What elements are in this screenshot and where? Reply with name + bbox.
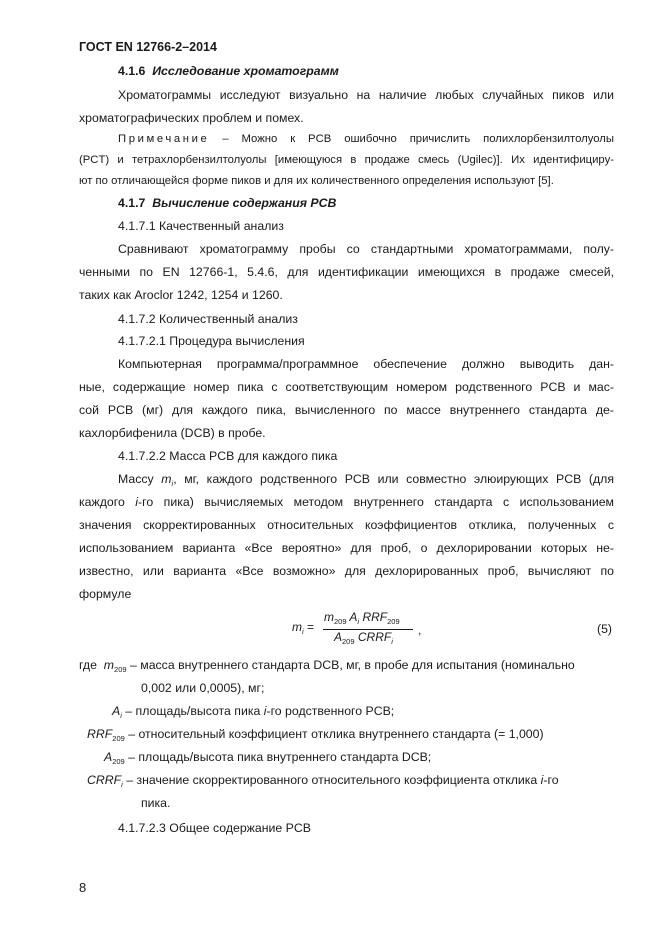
paragraph-line: значения скорректированных относительных коэффициентов отклика, полученных с — [79, 518, 614, 532]
where-line-rrf209: $RRF_{209}$ – относительный коэффициент отклика внутреннего стандарта (= 1,000) — [87, 727, 544, 743]
paragraph-line: сой PCB (мг) для каждого пика, вычисленного по массе внутреннего стандарта де- — [79, 403, 614, 417]
formula-comma: , — [418, 623, 422, 637]
subsection-heading: 4.1.7.2.1 Процедура вычисления — [118, 334, 305, 348]
subsection-heading: 4.1.7.2 Количественный анализ — [118, 312, 298, 326]
where-intro: где — [79, 658, 97, 672]
paragraph-line: хроматографических проблем и помех. — [79, 111, 304, 125]
section-4-1-7-heading — [118, 195, 336, 211]
formula-number: (5) — [597, 622, 613, 636]
paragraph-line: каждого i-го пика) вычисляемых методом внутреннего стандарта с использованием — [79, 495, 614, 509]
formula-lhs: $m_i$ = — [292, 620, 315, 636]
note-line: ют по отличающейся форме пиков и для их количественного определения используют [5]. — [79, 175, 554, 187]
where-line-cont: 0,002 или 0,0005), мг; — [141, 681, 265, 695]
paragraph-line: известно, или варианта «Все возможно» для дехлорированных проб, вычисляют по — [79, 564, 614, 578]
where-line-crrfi: $CRRF_i$ – значение скорректированного относительного коэффициента отклика i-го — [87, 773, 559, 789]
paragraph-line: ченными по EN 12766-1, 5.4.6, для идентификации имеющихся в продаже смесей, — [79, 265, 614, 279]
paragraph-line: Сравнивают хроматограмму пробы со стандартными хроматограммами, полу- — [118, 242, 614, 256]
paragraph-line: использованием варианта «Все вероятно» для проб, о дехлорировании которых не- — [79, 541, 614, 555]
note-text: – Можно к PCB ошибочно причислить полихлорбензилтолуолы — [222, 133, 614, 145]
note-label: Примечание — [118, 133, 210, 145]
section-number: 4.1.6 — [118, 64, 146, 78]
subsection-heading: 4.1.7.2.3 Общее содержание PCB — [118, 821, 311, 835]
paragraph-line: ные, содержащие номер пика с соответствующим номером родственного PCB и мас- — [79, 380, 614, 394]
where-line-cont: пика. — [141, 796, 171, 810]
paragraph-line: Массу $m_i$, мг, каждого родственного PCB или совместно элюирующих PCB (для — [118, 472, 614, 488]
paragraph-line: таких как Aroclor 1242, 1254 и 1260. — [79, 288, 283, 302]
formula-denominator: $A_{209}$ $CRRF_i$ — [334, 630, 393, 646]
note-line: (PCT) и тетрахлорбензилтолуолы [имеющуюся в продаже смесь (Ugilec)]. Их идентифициру- — [79, 154, 614, 166]
section-number: 4.1.7 — [118, 196, 146, 210]
paragraph-line: Хроматограммы исследуют визуально на наличие любых случайных пиков или — [118, 88, 614, 102]
formula-numerator: $m_{209}$ $A_i$ $RRF_{209}$ — [324, 610, 400, 626]
section-title: Вычисление содержания PCB — [152, 196, 337, 210]
where-line-m209: где $m_{209}$ – масса внутреннего стандарта DCB, мг, в пробе для испытания (номинально — [79, 658, 575, 674]
section-4-1-6-heading — [118, 63, 339, 79]
where-line-ai: $A_i$ – площадь/высота пика i-го родственного PCB; — [112, 704, 395, 720]
subsection-heading: 4.1.7.2.2 Масса PCB для каждого пика — [118, 449, 338, 463]
paragraph-line: кахлорбифенила (DCB) в пробе. — [79, 426, 266, 440]
paragraph-line: Компьютерная программа/программное обеспечение должно выводить дан- — [118, 357, 614, 371]
page-number: 8 — [79, 880, 87, 895]
where-line-a209: $A_{209}$ – площадь/высота пика внутреннего стандарта DCB; — [104, 750, 432, 766]
subsection-heading: 4.1.7.1 Качественный анализ — [118, 219, 284, 233]
section-title: Исследование хроматограмм — [152, 64, 339, 78]
paragraph-line: формуле — [79, 587, 132, 601]
document-header: ГОСТ EN 12766-2–2014 — [79, 40, 217, 54]
note-line — [118, 131, 614, 147]
